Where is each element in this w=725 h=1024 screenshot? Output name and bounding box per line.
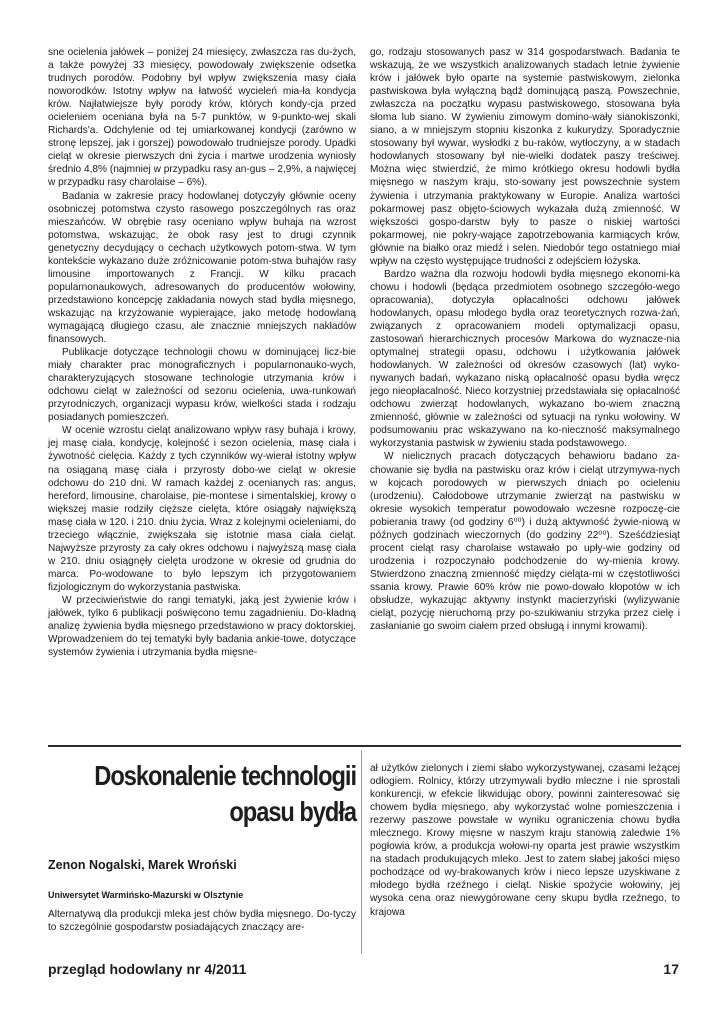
article-title-line: Doskonalenie technologii bbox=[94, 760, 356, 791]
section-divider bbox=[48, 745, 681, 747]
paragraph: W ocenie wzrostu cieląt analizowano wpływ rasy buhaja i krowy, jej masę ciała, kondycję, kolejność i sezon ocielenia, masę ciała i żywotność cielęcia. Każdy z tych czynników wy-wierał istotny wpływ na osiąganą masę ciała i przyrosty dobo-we cieląt w okresie odchowu do 210 dni. W ramach każdej z ocenianych ras: angus, hereford, limousine, charolaise, pie-montese i simentalskiej, krowy o większej masie rodziły cięższe cielęta, które osiągały największą masę ciała w 120. i 210. dniu życia. Wraz z kolejnymi ocieleniami, do trzeciego włącznie, zwiększała się istotnie masa ciała cieląt. Najwyższe przyrosty za cały okres odchowu i najwyższą masę ciała w 210. dniu osiągnęły cielęta urodzone w okresie od grudnia do marca. Po-wodowane to było lepszym ich przygotowaniem fizjologicznym do wykorzystania pastwiska. bbox=[48, 425, 356, 593]
paragraph: go, rodzaju stosowanych pasz w 314 gospodarstwach. Badania te wskazują, że we wszystkich analizowanych stadach letnie żywienie krów i jałówek było oparte na systemie pastwiskowym, zielonka pastwiskowa była wyłączną bądź dominującą paszą. Powszechnie, zwłaszcza na początku wypasu pastwiskowego, stosowana była słoma lub siano. W żywieniu zimowym domino-wały sianokiszonki, siano, a w mniejszym stopniu kiszonka z kukurydzy. Sporadycznie stosowany był wywar, wysłodki z bu-raków, wytłoczyny, a w stadach hodowlanych stosowany był nie-wielki dodatek paszy treściwej. Można więc stwierdzić, że mimo krótkiego okresu hodowli bydła mięsnego w naszym kraju, sto-sowany jest powszechnie system żywienia i utrzymania praktykowany w Europie. Analiza wartości pokarmowej pasz objęto-ściowych wykazała dużą zmienność. W większości gospo-darstw były to pasze o niskiej wartości pokarmowej, nie pokry-wające zapotrzebowania karmiących krów, głównie na białko oraz miedź i selen. Niedobór tego ostatniego miał wpływ na często występujące trudności z odejściem łożyska. bbox=[370, 47, 680, 267]
article-title-line: opasu bydła bbox=[229, 796, 356, 827]
article-new-left-column bbox=[48, 908, 356, 934]
column-divider bbox=[361, 750, 362, 954]
paragraph: W nielicznych pracach dotyczących behawioru badano za-chowanie się bydła na pastwisku oraz krów i cieląt utrzymywa-nych w kojcach porodowych w pierwszych dniach po ocieleniu (urodzeniu). Całodobowe utrzymanie zwierząt na pastwisku w okresie wysokich temperatur powodowało wczesne rozpoczę-cie pobierania trawy (od godziny 6⁰⁰) i dużą aktywność żywie-niową w późnych godzinach wieczornych (do godziny 22⁰⁰). Sześćdziesiąt procent cieląt rasy charolaise wstawało po upły-wie godziny od urodzenia i rozpoczynało podchodzenie do wy-mienia krowy. Stwierdzono znaczną zmienność między cieląta-mi w częstotliwości ssania krowy. Prawie 60% krów nie powo-dowało kłopotów w ich obsłudze, wykazując aktywny instynkt macierzyński (wylizywanie cieląt, pozycję nieruchomą przy po-szukiwaniu strzyka przez cielę i zasłanianie go swoim ciałem przed obsługą i innymi krowami). bbox=[370, 451, 680, 633]
article-top-right-column bbox=[370, 46, 680, 633]
page-number: 17 bbox=[663, 961, 679, 977]
paragraph: W przeciwieństwie do rangi tematyki, jaką jest żywienie krów i jałówek, tylko 6 publikacji poświęcono temu zagadnieniu. Do-kładną analizę żywienia bydła mięsnego przedstawiono w pracy doktorskiej. Wprowadzeniem do tej tematyki były badania ankie-towe, dotyczące systemów żywienia i utrzymania bydła mięsne- bbox=[48, 594, 356, 659]
paragraph: sne ocielenia jałówek – poniżej 24 miesięcy, zwłaszcza ras du-żych, a także powyżej 33 miesięcy, powodowały zwiększenie odsetka trudnych porodów. Podobny był wpływ zwiększenia masy ciała noworodków. Istotny wpływ na łatwość wycieleń mia-ła kondycja krów. Najłatwiejsze były porody krów, których kondy-cja przed ocieleniem oceniana była na 5-7 punktów, w 9-punkto-wej skali Richards'a. Odchylenie od tej umiarkowanej kondycji (zarówno w stronę lepszej, jak i gorszej) powodowało trudniejsze porody. Upadki cieląt w okresie pierwszych dni życia i martwe urodzenia wyniosły średnio 4,8% (najmniej w przypadku rasy an-gus – 2,9%, a najwięcej w przypadku rasy charolaise – 6%). bbox=[48, 47, 356, 189]
article-title bbox=[91, 758, 356, 830]
paragraph: Badania w zakresie pracy hodowlanej dotyczyły głównie oceny osobniczej potomstwa czysto rasowego poszczególnych ras oraz mieszańców. W obrębie rasy oceniano wpływ buhaja na wzrost potomstwa, wskazując, że obok rasy jest to drugi czynnik genetyczny decydujący o cechach użytkowych potom-stwa. W tym kontekście wykazano duże zróżnicowanie potom-stwa buhajów rasy limousine importowanych z Francji. W kilku pracach popularnonaukowych, adresowanych do producentów wołowiny, przedstawiono koncepcję zakładania nowych stad bydła mięsnego, wskazując na krzyżowanie wypierające, jako metodę hodowlaną wymagającą długiego czasu, ale znacznie mniejszych nakładów finansowych. bbox=[48, 190, 356, 346]
paragraph: ał użytków zielonych i ziemi słabo wykorzystywanej, czasami leżącej odłogiem. Rolnicy, którzy utrzymywali bydło mleczne i nie sprostali konkurencji, w efekcie likwidując obory, powinni zainteresować się chowem bydła mięsnego, aby wykorzystać wolne pomieszczenia i rezerwy paszowe powstałe w wyniku ograniczenia chowu bydła mlecznego. Krowy mięsne w naszym kraju stanowią zaledwie 1% pogłowia krów, a produkcja wołowi-ny oparta jest prawie wszystkim na stadach produkujących mleko. Jest to zatem słabej jakości mięso pochodzące od wy-brakowanych krów i nieco lepsze uzyskiwane z młodego bydła rzeźnego i cieląt. Niskie spożycie wołowiny, jej wysoka cena oraz niewygórowane ceny skupu bydła rzeźnego, to krajowa bbox=[370, 763, 680, 918]
article-new-right-column bbox=[370, 762, 680, 919]
journal-footer: przegląd hodowlany nr 4/2011 bbox=[48, 961, 247, 977]
paragraph: Publikacje dotyczące technologii chowu w dominującej licz-bie miały charakter prac monograficznych i popularnonauko-wych, charakteryzujących stosowane technologie utrzymania krów i odchowu cieląt w zależności od sezonu ocielenia, uwa-runkowań przyrodniczych, organizacji wypasu krów, wielkości stada i rodzaju posiadanych pomieszczeń. bbox=[48, 347, 356, 424]
article-authors: Zenon Nogalski, Marek Wroński bbox=[48, 858, 237, 872]
paragraph: Bardzo ważna dla rozwoju hodowli bydła mięsnego ekonomi-ka chowu i hodowli (będąca przedmiotem osobnego szczegóło-wego opracowania), dotyczyła opłacalności odchowu jałówek hodowlanych, opasu młodego bydła oraz teoretycznych rozwa-żań, związanych z opracowaniem modeli optymalizacji opasu, zastosowań hierarchicznych procesów Markowa do wyznacze-nia optymalnej strategii opasu, odchowu i użytkowania jałówek hodowlanych. W zależności od okresów czasowych (lat) wyko-nywanych badań, wykazano niską opłacalność opasu bydła wręcz jego nieopłacalność. Nieco korzystniej przedstawiała się opłacalność odchowu zwierząt hodowlanych, wykazano bo-wiem znaczną zmienność, głównie w zależności od sytuacji na rynku wołowiny. W podsumowaniu prac wskazywano na ko-nieczność maksymalnego wykorzystania pastwisk w żywieniu stada podstawowego. bbox=[370, 268, 680, 450]
paragraph: Alternatywą dla produkcji mleka jest chów bydła mięsnego. Do-tyczy to szczególnie gospodarstw posiadających znaczący are- bbox=[48, 909, 356, 934]
article-top-left-column bbox=[48, 46, 356, 659]
article-affiliation: Uniwersytet Warmińsko-Mazurski w Olsztynie bbox=[48, 890, 244, 900]
